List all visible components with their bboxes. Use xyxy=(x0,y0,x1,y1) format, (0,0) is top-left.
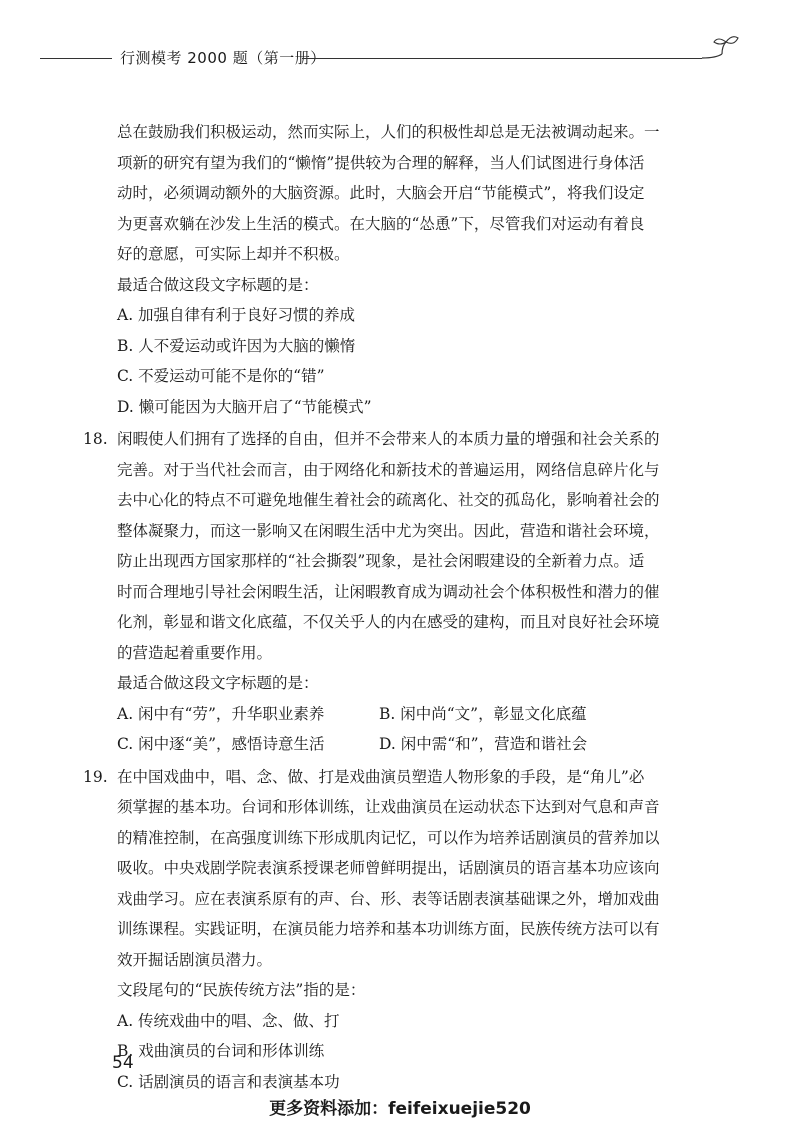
option-a: A. 闲中有“劳”，升华职业素养 xyxy=(117,704,325,723)
option-c: C. 话剧演员的语言和表演基本功 xyxy=(117,1072,340,1091)
passage-line: 时而合理地引导社会闲暇生活，让闲暇教育成为调动社会个体积极性和潜力的催 xyxy=(117,582,660,601)
header-rule-left xyxy=(40,58,112,59)
passage-line: 的精准控制，在高强度训练下形成肌肉记忆，可以作为培养话剧演员的营养加以 xyxy=(117,828,660,847)
passage-line: 吸收。中央戏剧学院表演系授课老师曾鲜明提出，话剧演员的语言基本功应该向 xyxy=(117,859,660,877)
passage-line: 防止出现西方国家那样的“社会撕裂”现象，是社会闲暇建设的全新着力点。适 xyxy=(117,552,645,570)
option-d: D. 闲中需“和”，营造和谐社会 xyxy=(379,735,588,753)
passage-line: 训练课程。实践证明，在演员能力培养和基本功训练方面，民族传统方法可以有 xyxy=(117,920,660,938)
sprout-icon xyxy=(702,34,742,64)
question-prompt: 最适合做这段文字标题的是： xyxy=(117,275,319,294)
option-b: B. 人不爱运动或许因为大脑的懒惰 xyxy=(117,336,356,355)
option-d: D. 懒可能因为大脑开启了“节能模式” xyxy=(117,397,372,416)
option-c: C. 闲中逐“美”，感悟诗意生活 xyxy=(117,735,325,753)
passage-line: 戏曲学习。应在表演系原有的声、台、形、表等话剧表演基础课之外，增加戏曲 xyxy=(117,889,660,908)
passage-line: 动时，必须调动额外的大脑资源。此时，大脑会开启“节能模式”，将我们设定 xyxy=(117,184,645,202)
book-title: 行测模考 2000 题（第一册） xyxy=(120,49,326,67)
question-prompt: 最适合做这段文字标题的是： xyxy=(117,674,319,692)
option-b: B. 闲中尚“文”，彰显文化底蕴 xyxy=(379,704,587,723)
option-b: B. 戏曲演员的台词和形体训练 xyxy=(117,1042,325,1060)
passage-line: 好的意愿，可实际上却并不积极。 xyxy=(117,245,350,263)
passage-line: 的营造起着重要作用。 xyxy=(117,643,273,662)
passage-line: 整体凝聚力，而这一影响又在闲暇生活中尤为突出。因此，营造和谐社会环境， xyxy=(117,521,660,540)
question-number: 19. xyxy=(83,767,108,786)
passage-line: 须掌握的基本功。台词和形体训练，让戏曲演员在运动状态下达到对气息和声音 xyxy=(117,798,660,816)
question-19 xyxy=(83,762,712,1098)
passage-line: 化剂，彰显和谐文化底蕴，不仅关乎人的内在感受的建构，而且对良好社会环境 xyxy=(117,613,660,631)
passage-line: 总在鼓励我们积极运动，然而实际上，人们的积极性却总是无法被调动起来。一 xyxy=(117,123,660,141)
running-header xyxy=(40,44,730,70)
footer-watermark-text: 更多资料添加：feifeixuejie520 xyxy=(269,1099,531,1119)
page-number: 54 xyxy=(112,1053,134,1073)
passage-line: 闲暇使人们拥有了选择的自由，但并不会带来人的本质力量的增强和社会关系的 xyxy=(117,430,660,448)
passage-line: 完善。对于当代社会而言，由于网络化和新技术的普遍运用，网络信息碎片化与 xyxy=(117,460,660,479)
question-number: 18. xyxy=(83,430,108,448)
option-a: A. 传统戏曲中的唱、念、做、打 xyxy=(117,1011,340,1030)
options-grid xyxy=(117,699,712,760)
question-18 xyxy=(83,424,712,760)
option-a: A. 加强自律有利于良好习惯的养成 xyxy=(117,306,356,324)
question-prompt: 文段尾句的“民族传统方法”指的是： xyxy=(117,981,366,999)
passage-line: 去中心化的特点不可避免地催生着社会的疏离化、社交的孤岛化，影响着社会的 xyxy=(117,491,660,509)
option-c: C. 不爱运动可能不是你的“错” xyxy=(117,367,325,385)
passage-line: 效开掘话剧演员潜力。 xyxy=(117,950,273,969)
passage-line: 在中国戏曲中，唱、念、做、打是戏曲演员塑造人物形象的手段，是“角儿”必 xyxy=(117,767,645,786)
page-content xyxy=(83,117,712,1097)
passage-17-continued xyxy=(117,117,712,270)
passage-line: 为更喜欢躺在沙发上生活的模式。在大脑的“怂恿”下，尽管我们对运动有着良 xyxy=(117,214,645,233)
header-rule-right xyxy=(302,58,702,59)
passage-line: 项新的研究有望为我们的“懒惰”提供较为合理的解释，当人们试图进行身体活 xyxy=(117,153,645,172)
